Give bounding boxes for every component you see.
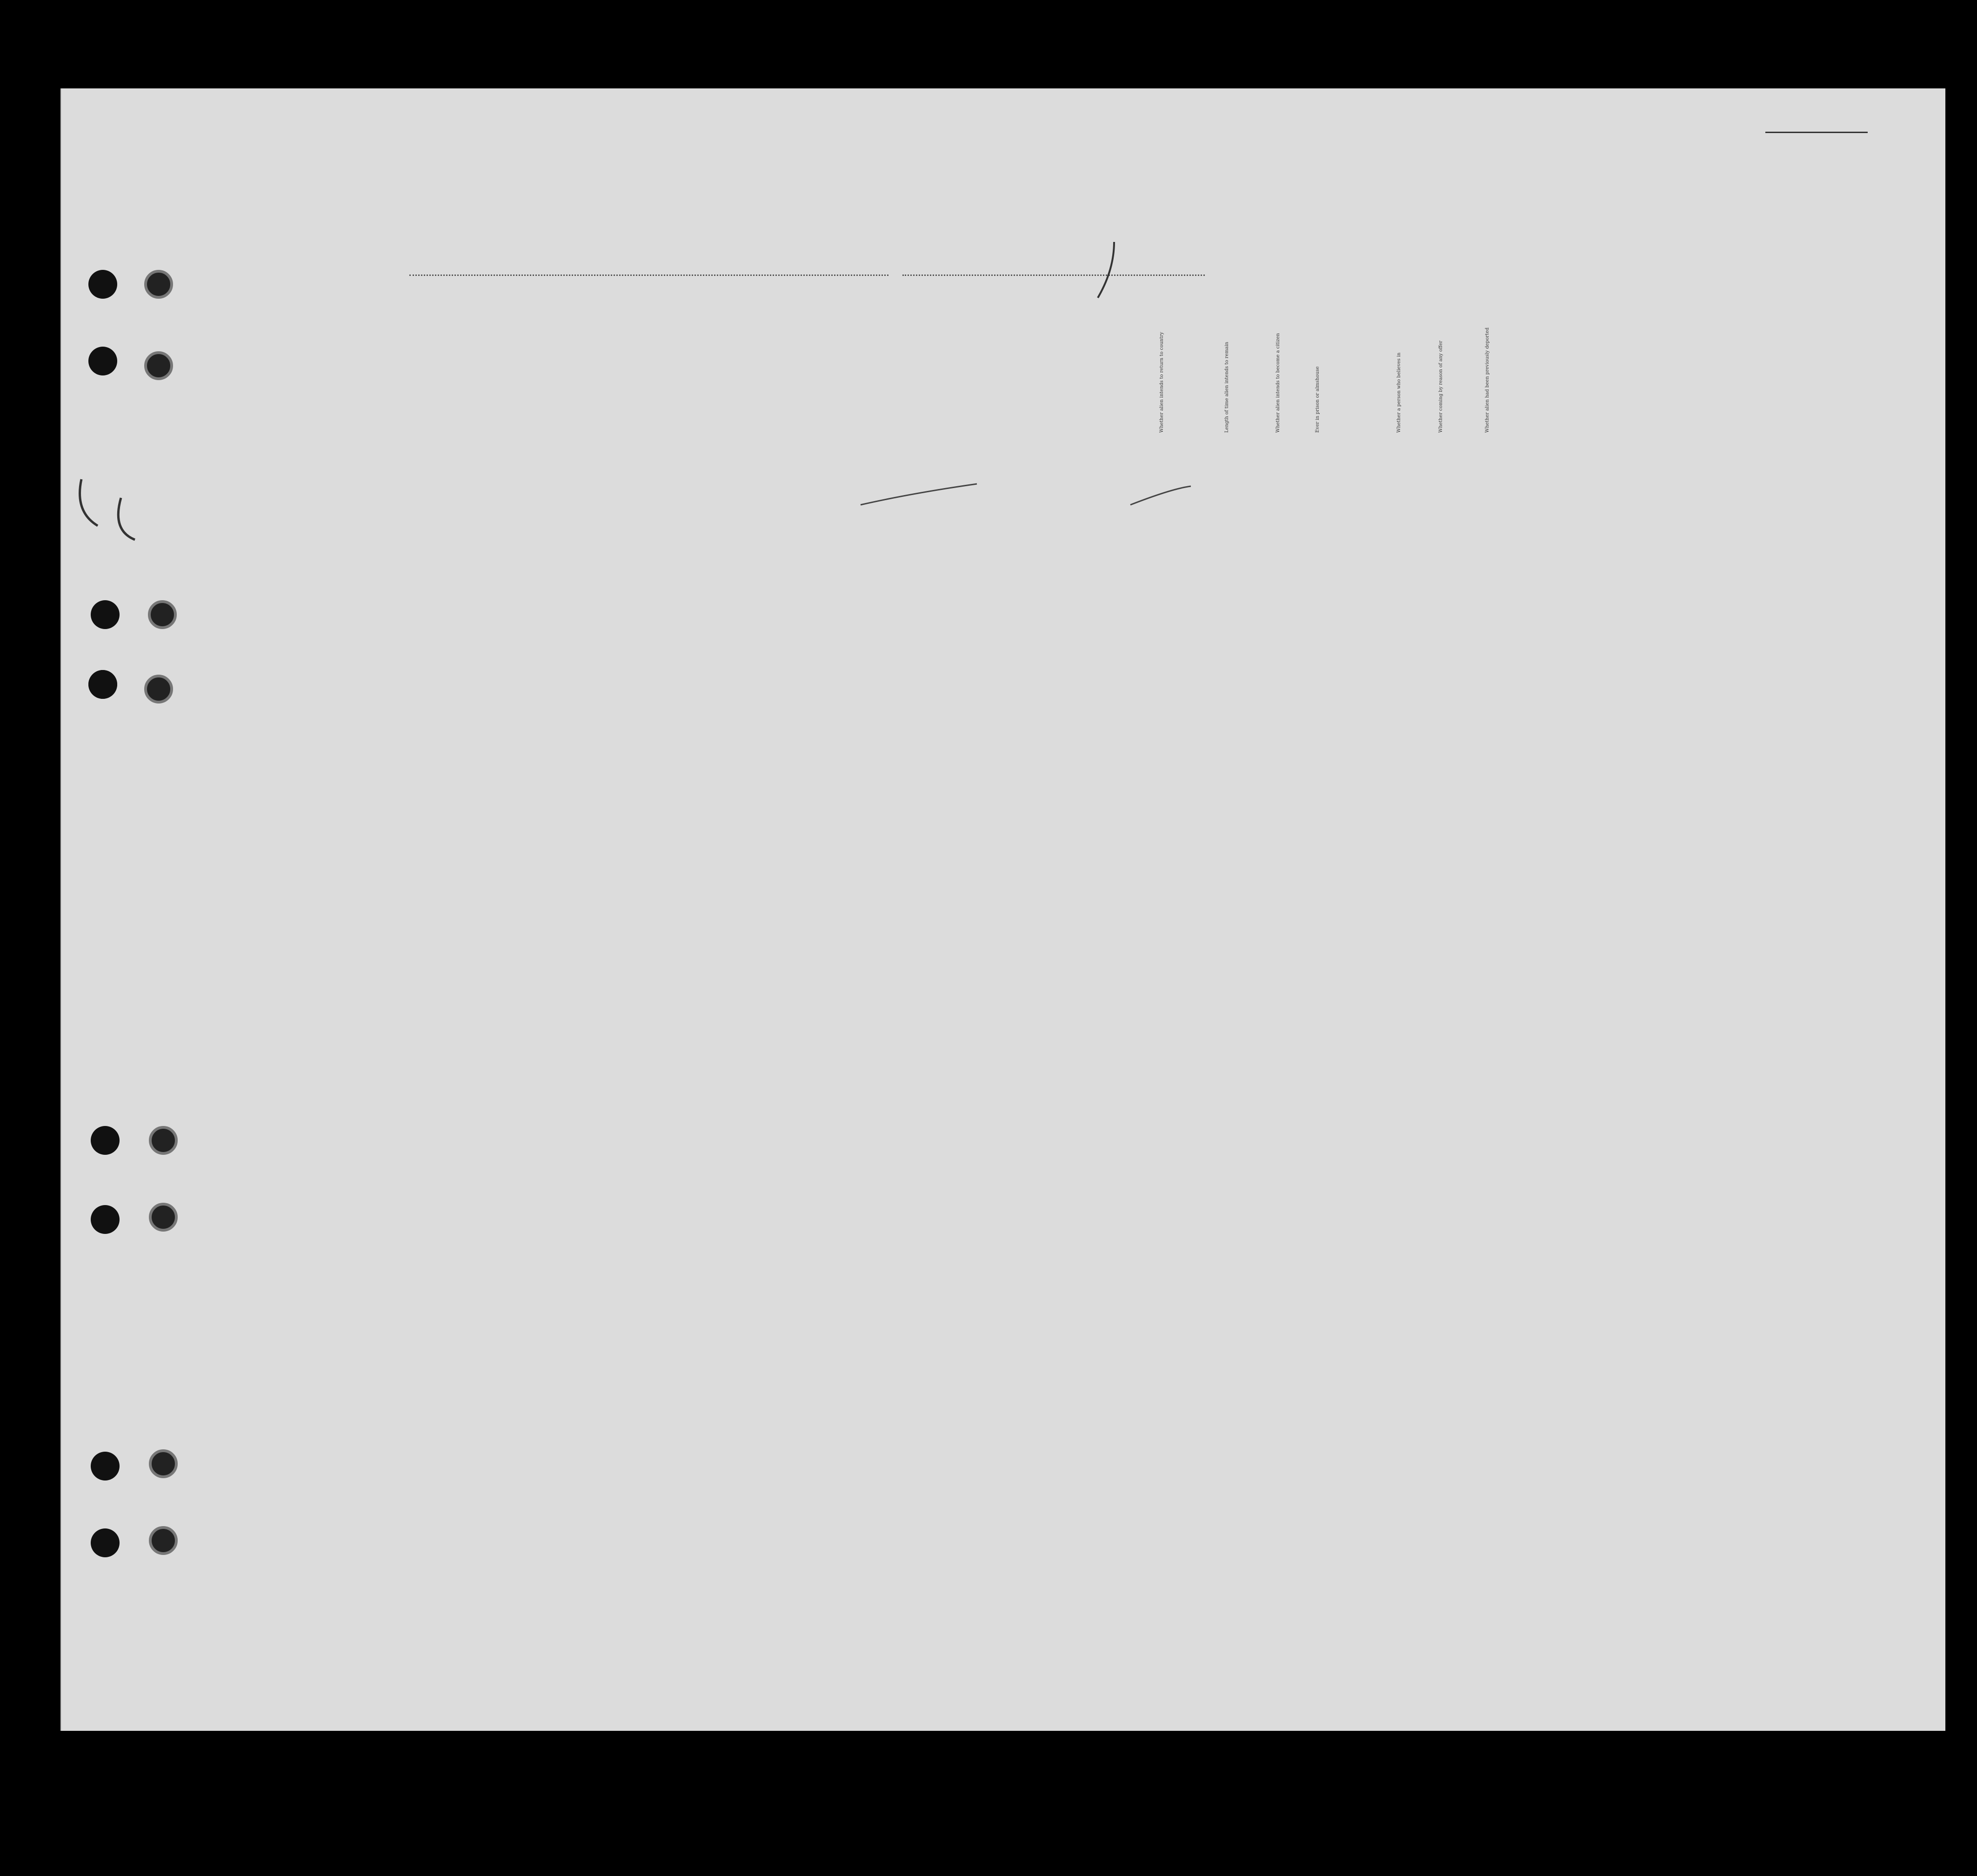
handwritten-stroke <box>1098 242 1114 298</box>
handwritten-stroke <box>1130 486 1191 505</box>
header-fine-print: Ever in prison or almshouse <box>1315 366 1320 433</box>
header-fine-print: Whether alien had been previously deported <box>1485 327 1490 433</box>
header-fine-print: Whether alien intends to return to country <box>1159 332 1164 433</box>
header-fine-print: Length of time alien intends to remain <box>1224 342 1229 433</box>
handwritten-stroke <box>861 484 977 505</box>
handwritten-stroke <box>80 479 135 540</box>
header-fine-print: Whether a person who believes in <box>1396 352 1402 433</box>
header-fine-print: Whether alien intends to become a citizen <box>1276 333 1281 433</box>
header-fine-print: Whether coming by reason of any offer <box>1438 341 1443 433</box>
